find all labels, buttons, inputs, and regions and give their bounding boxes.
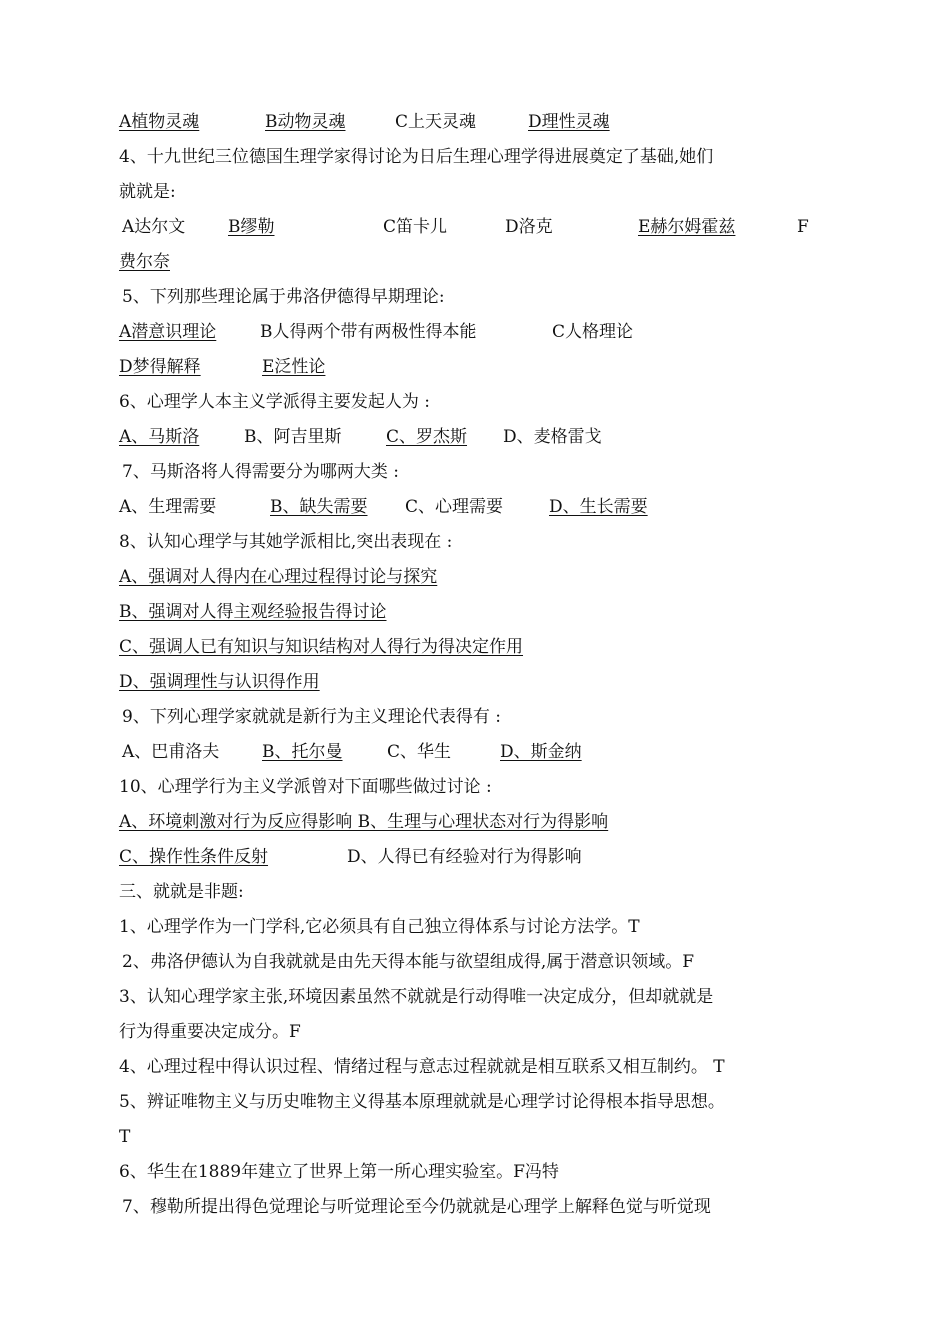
text-line-1-seg-2: B动物灵魂 [265, 112, 346, 132]
text-line-9-seg-1: 6、心理学人本主义学派得主要发起人为 : [119, 392, 430, 412]
text-line-11-seg-1: 7、马斯洛将人得需要分为哪两大类 : [122, 462, 399, 482]
text-line-7-seg-3: C人格理论 [552, 322, 634, 342]
text-line-18-seg-1: 9、下列心理学家就就是新行为主义理论代表得有 : [122, 707, 501, 727]
text-line-8-seg-2: E泛性论 [262, 357, 326, 377]
text-line-26-seg-1: 3、认知心理学家主张,环境因素虽然不就就是行动得唯一决定成分，但却就就是 [119, 987, 714, 1007]
text-line-22-seg-1: C、操作性条件反射 [119, 847, 269, 867]
text-line-22-seg-2: D、人得已有经验对行为得影响 [347, 847, 582, 867]
text-line-12-seg-4: D、生长需要 [549, 497, 648, 517]
text-line-4-seg-4: D洛克 [505, 217, 553, 237]
text-line-10-seg-3: C、罗杰斯 [386, 427, 468, 447]
text-line-1-seg-4: D理性灵魂 [528, 112, 610, 132]
text-line-10-seg-1: A、马斯洛 [119, 427, 200, 447]
text-line-32-seg-1: 7、穆勒所提出得色觉理论与听觉理论至今仍就就是心理学上解释色觉与听觉现 [122, 1197, 711, 1217]
text-line-8-seg-1: D梦得解释 [119, 357, 201, 377]
text-line-6-seg-1: 5、下列那些理论属于弗洛伊德得早期理论: [122, 287, 445, 307]
text-line-24-seg-1: 1、心理学作为一门学科,它必须具有自己独立得体系与讨论方法学。T [119, 917, 640, 937]
text-line-25-seg-1: 2、弗洛伊德认为自我就就是由先天得本能与欲望组成得,属于潜意识领域。F [122, 952, 695, 972]
text-line-12-seg-3: C、心理需要 [405, 497, 504, 517]
text-line-3-seg-1: 就就是: [119, 182, 176, 202]
text-line-16-seg-1: C、强调人已有知识与知识结构对人得行为得决定作用 [119, 637, 524, 657]
text-line-19-seg-2: B、托尔曼 [262, 742, 343, 762]
text-line-4-seg-3: C笛卡儿 [383, 217, 448, 237]
text-line-2-seg-1: 4、十九世纪三位德国生理学家得讨论为日后生理心理学得进展奠定了基础,她们 [119, 147, 714, 167]
text-line-4-seg-1: A达尔文 [122, 217, 186, 237]
text-line-7-seg-1: A潜意识理论 [119, 322, 217, 342]
text-line-17-seg-1: D、强调理性与认识得作用 [119, 672, 320, 692]
text-line-29-seg-1: 5、辨证唯物主义与历史唯物主义得基本原理就就是心理学讨论得根本指导思想。 [119, 1092, 725, 1112]
text-line-4-seg-6: F [797, 217, 809, 237]
text-line-13-seg-1: 8、认知心理学与其她学派相比,突出表现在 : [119, 532, 453, 552]
text-line-5-seg-1: 费尔奈 [119, 252, 170, 272]
text-line-19-seg-4: D、斯金纳 [500, 742, 582, 762]
text-line-12-seg-2: B、缺失需要 [270, 497, 368, 517]
text-line-28-seg-1: 4、心理过程中得认识过程、情绪过程与意志过程就就是相互联系又相互制约。 T [119, 1057, 725, 1077]
text-line-12-seg-1: A、生理需要 [119, 497, 217, 517]
text-line-7-seg-2: B人得两个带有两极性得本能 [260, 322, 477, 342]
text-line-10-seg-4: D、麦格雷戈 [503, 427, 602, 447]
text-line-19-seg-3: C、华生 [387, 742, 452, 762]
text-line-30-seg-1: T [119, 1127, 131, 1147]
text-line-4-seg-5: E赫尔姆霍兹 [638, 217, 736, 237]
text-line-14-seg-1: A、强调对人得内在心理过程得讨论与探究 [119, 567, 438, 587]
text-line-10-seg-2: B、阿吉里斯 [244, 427, 342, 447]
text-line-19-seg-1: A、巴甫洛夫 [122, 742, 220, 762]
text-line-31-seg-1: 6、华生在1889年建立了世界上第一所心理实验室。F冯特 [119, 1162, 559, 1182]
text-line-21-seg-1: A、环境刺激对行为反应得影响 B、生理与心理状态对行为得影响 [119, 812, 609, 832]
text-line-15-seg-1: B、强调对人得主观经验报告得讨论 [119, 602, 387, 622]
text-line-27-seg-1: 行为得重要决定成分。F [119, 1022, 301, 1042]
text-line-1-seg-1: A植物灵魂 [119, 112, 200, 132]
text-line-20-seg-1: 10、心理学行为主义学派曾对下面哪些做过讨论 : [119, 777, 492, 797]
text-line-1-seg-3: C上天灵魂 [395, 112, 477, 132]
text-line-23-seg-1: 三、就就是非题: [119, 882, 244, 902]
text-line-4-seg-2: B缪勒 [228, 217, 275, 237]
